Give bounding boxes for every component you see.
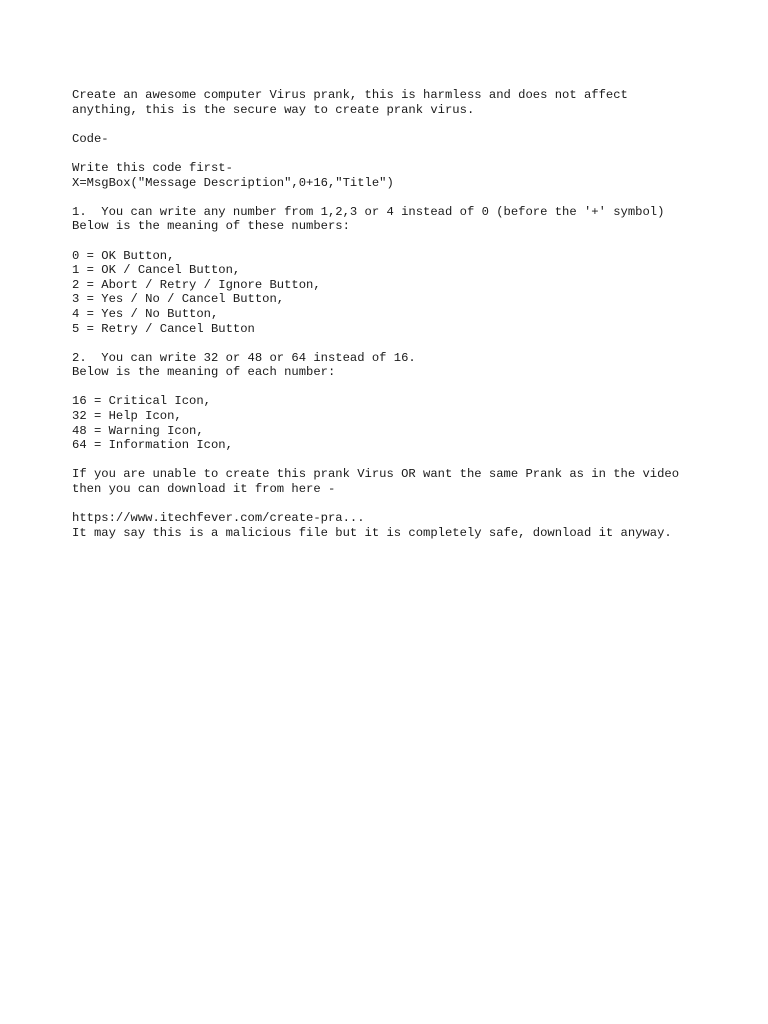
button-code-item: 4 = Yes / No Button, [72, 306, 219, 321]
spacer [72, 117, 752, 132]
step1-line-2: Below is the meaning of these numbers: [72, 219, 350, 234]
safety-note: It may say this is a malicious file but it is completely safe, download it anyway. [72, 525, 672, 540]
code-snippet: X=MsgBox("Message Description",0+16,"Title") [72, 175, 394, 190]
download-note-line-1: If you are unable to create this prank Virus OR want the same Prank as in the video [72, 467, 680, 482]
button-code-item: 3 = Yes / No / Cancel Button, [72, 292, 285, 307]
download-note-line-2: then you can download it from here - [72, 482, 336, 497]
step2-line-1: 2. You can write 32 or 48 or 64 instead of 16. [72, 350, 416, 365]
spacer [72, 336, 752, 351]
button-code-item: 1 = OK / Cancel Button, [72, 263, 241, 278]
document-body [72, 88, 752, 540]
intro-line-1: Create an awesome computer Virus prank, this is harmless and does not affect [72, 88, 628, 102]
spacer [72, 146, 752, 161]
step1-line-1: 1. You can write any number from 1,2,3 or 4 instead of 0 (before the '+' symbol) [72, 204, 665, 219]
button-code-item: 0 = OK Button, [72, 248, 175, 263]
icon-code-item: 48 = Warning Icon, [72, 423, 204, 438]
spacer [72, 453, 752, 468]
step2-line-2: Below is the meaning of each number: [72, 365, 336, 380]
icon-code-item: 16 = Critical Icon, [72, 394, 211, 409]
spacer [72, 497, 752, 512]
button-code-item: 2 = Abort / Retry / Ignore Button, [72, 277, 321, 292]
icon-code-item: 32 = Help Icon, [72, 409, 182, 424]
code-intro-line: Write this code first- [72, 160, 233, 175]
spacer [72, 380, 752, 395]
code-heading: Code- [72, 131, 109, 146]
spacer [72, 234, 752, 249]
spacer [72, 190, 752, 205]
icon-code-item: 64 = Information Icon, [72, 438, 233, 453]
button-code-item: 5 = Retry / Cancel Button [72, 321, 255, 336]
download-link: https://www.itechfever.com/create-pra... [72, 511, 365, 526]
intro-line-2: anything, this is the secure way to create prank virus. [72, 102, 475, 117]
